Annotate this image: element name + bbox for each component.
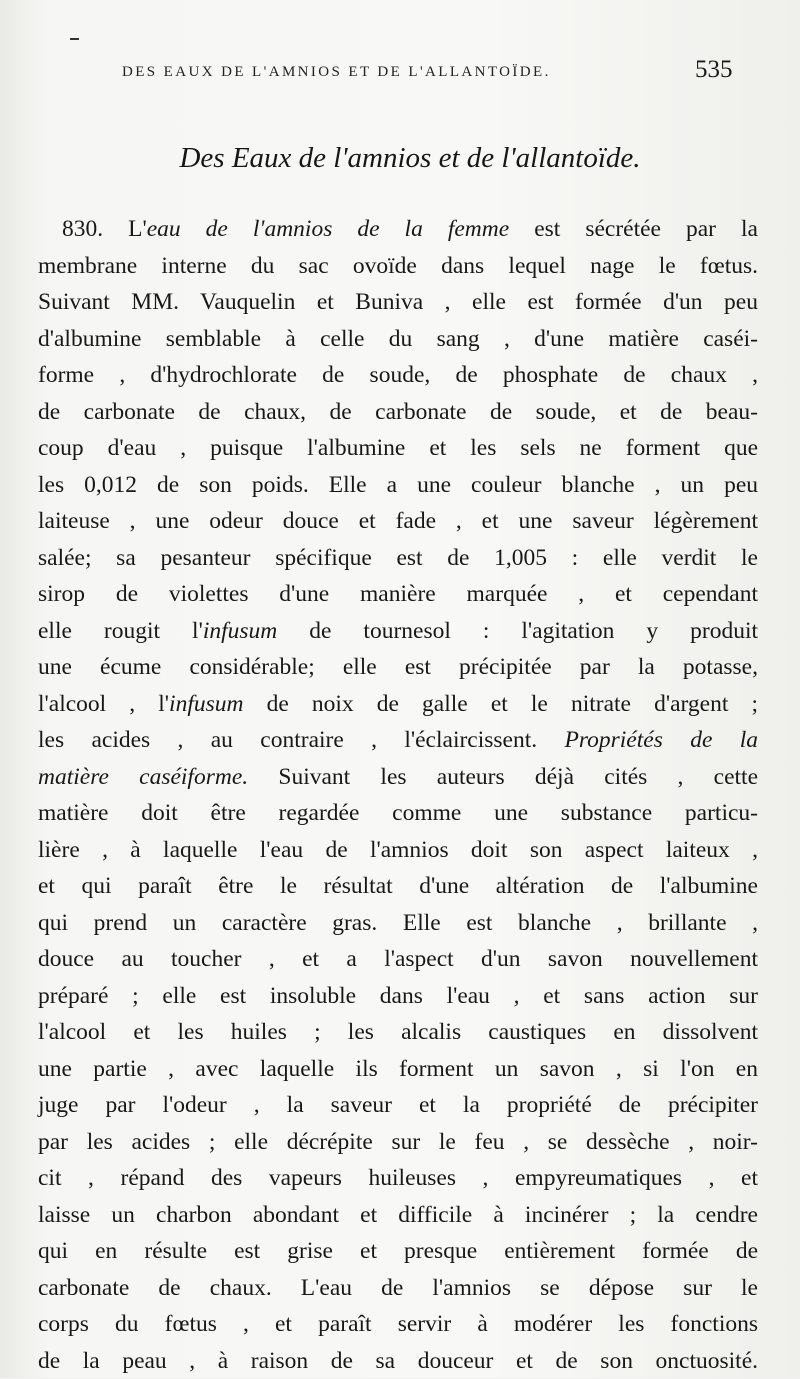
text-line: matière caséiforme. Suivant les auteurs déjà cités , cette xyxy=(38,759,758,796)
text-line: membrane interne du sac ovoïde dans lequel nage le fœtus. xyxy=(38,248,758,285)
text-line: par les acides ; elle décrépite sur le feu , se dessèche , noir- xyxy=(38,1124,758,1161)
text-line: laiteuse , une odeur douce et fade , et une saveur légèrement xyxy=(38,503,758,540)
text-line: douce au toucher , et a l'aspect d'un savon nouvellement xyxy=(38,941,758,978)
running-title: DES EAUX DE L'AMNIOS ET DE L'ALLANTOÏDE. xyxy=(122,64,551,81)
text-line: les acides , au contraire , l'éclaircissent. Propriétés de la xyxy=(38,722,758,759)
text-line: une partie , avec laquelle ils forment un savon , si l'on en xyxy=(38,1051,758,1088)
text-line: juge par l'odeur , la saveur et la propriété de précipiter xyxy=(38,1087,758,1124)
text-line: préparé ; elle est insoluble dans l'eau , et sans action sur xyxy=(38,978,758,1015)
text-line: de la peau , à raison de sa douceur et de son onctuosité. xyxy=(38,1343,758,1379)
text-line: l'alcool , l'infusum de noix de galle et le nitrate d'argent ; xyxy=(38,686,758,723)
printer-mark xyxy=(70,38,79,40)
text-line: qui en résulte est grise et presque entièrement formée de xyxy=(38,1233,758,1270)
text-line: matière doit être regardée comme une substance particu- xyxy=(38,795,758,832)
text-line: de carbonate de chaux, de carbonate de soude, et de beau- xyxy=(38,394,758,431)
page-number: 535 xyxy=(695,56,733,84)
text-line: Suivant MM. Vauquelin et Buniva , elle est formée d'un peu xyxy=(38,284,758,321)
text-line: d'albumine semblable à celle du sang , d'une matière caséi- xyxy=(38,321,758,358)
text-line: lière , à laquelle l'eau de l'amnios doit son aspect laiteux , xyxy=(38,832,758,869)
text-line: forme , d'hydrochlorate de soude, de phosphate de chaux , xyxy=(38,357,758,394)
text-line: 830. L'eau de l'amnios de la femme est sécrétée par la xyxy=(38,211,758,248)
section-title: Des Eaux de l'amnios et de l'allantoïde. xyxy=(0,142,800,175)
text-line: une écume considérable; elle est précipitée par la potasse, xyxy=(38,649,758,686)
text-line: qui prend un caractère gras. Elle est blanche , brillante , xyxy=(38,905,758,942)
text-line: cit , répand des vapeurs huileuses , empyreumatiques , et xyxy=(38,1160,758,1197)
text-line: elle rougit l'infusum de tournesol : l'agitation y produit xyxy=(38,613,758,650)
paragraph-830 xyxy=(38,211,758,1379)
text-line: coup d'eau , puisque l'albumine et les sels ne forment que xyxy=(38,430,758,467)
text-line: carbonate de chaux. L'eau de l'amnios se dépose sur le xyxy=(38,1270,758,1307)
text-line: laisse un charbon abondant et difficile à incinérer ; la cendre xyxy=(38,1197,758,1234)
text-line: sirop de violettes d'une manière marquée , et cependant xyxy=(38,576,758,613)
text-line: salée; sa pesanteur spécifique est de 1,005 : elle verdit le xyxy=(38,540,758,577)
text-line: et qui paraît être le résultat d'une altération de l'albumine xyxy=(38,868,758,905)
running-head xyxy=(0,56,800,96)
text-line: l'alcool et les huiles ; les alcalis caustiques en dissolvent xyxy=(38,1014,758,1051)
text-line: les 0,012 de son poids. Elle a une couleur blanche , un peu xyxy=(38,467,758,504)
text-line: corps du fœtus , et paraît servir à modérer les fonctions xyxy=(38,1306,758,1343)
